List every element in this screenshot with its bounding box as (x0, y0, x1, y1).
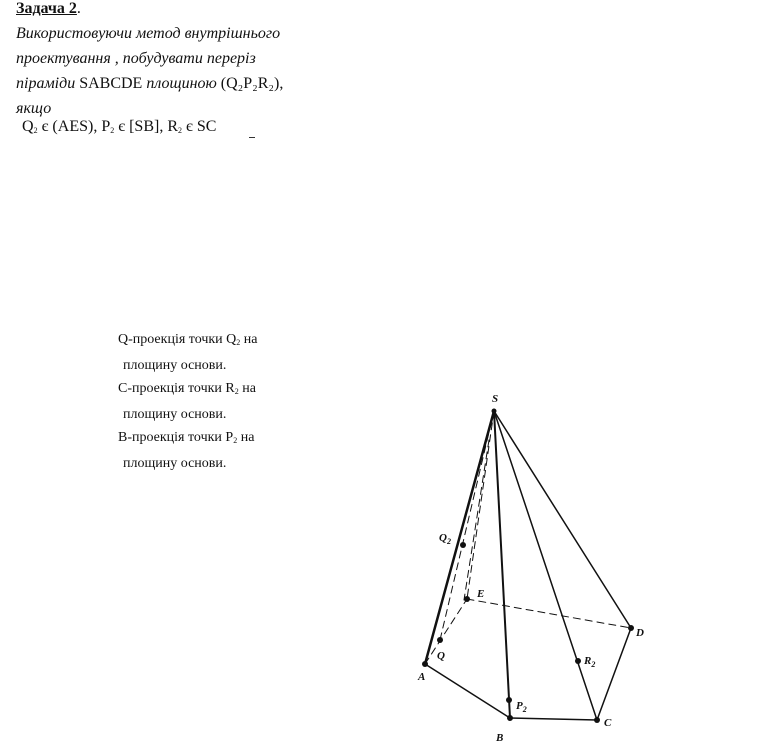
point-e (464, 596, 470, 602)
point-c (594, 717, 600, 723)
label-s: S (492, 393, 499, 405)
edge-ed-hidden (467, 599, 631, 628)
point-q2 (460, 542, 466, 548)
point-q (437, 637, 443, 643)
label-q2: $Q_2$ (439, 532, 451, 546)
label-r2: $R_2$ (584, 655, 596, 669)
task-title-suffix: . (76, 0, 81, 17)
edge-sd (494, 411, 631, 628)
edge-sb (494, 411, 510, 718)
label-d: D (636, 627, 644, 639)
task-line-2: проектування , побудувати переріз (16, 50, 256, 67)
label-q: Q (437, 650, 445, 662)
pyramid-name: SABCDE (79, 75, 143, 92)
label-p2: $P_2$ (516, 700, 527, 714)
task-title: Задача 2 (16, 0, 77, 17)
edge-cd (597, 628, 631, 720)
point-b (507, 715, 513, 721)
edge-ab (425, 664, 510, 718)
task-line-3b: площиною (142, 75, 221, 92)
point-d (628, 625, 634, 631)
plane-name: (Q₂P₂R₂), (220, 75, 284, 92)
task-line-3a: піраміди (16, 75, 80, 92)
note-q: Q-проекція точки $Q_2$ на (118, 332, 258, 347)
point-a (422, 661, 428, 667)
task-line-4: якщо (16, 100, 52, 117)
label-c: C (604, 717, 612, 729)
edge-sa (425, 411, 494, 664)
edge-bc (510, 718, 597, 720)
point-r2 (575, 658, 581, 664)
edge-se-hidden (467, 411, 494, 599)
label-e: E (477, 588, 485, 600)
point-s (492, 409, 497, 414)
edge-inner-hidden (464, 440, 489, 600)
label-b: B (496, 732, 504, 744)
note-c: C-проекція точки $R_2$ на (118, 381, 256, 396)
edge-sc (494, 411, 597, 720)
edge-ae-hidden (425, 599, 467, 664)
task-line-1: Використовуючи метод внутрішнього (16, 25, 281, 42)
note-b: B-проекція точки $P_2$ на (118, 430, 255, 445)
label-a: A (418, 671, 426, 683)
task-condition: $Q_2$ є (AES), $P_2$ є [SB], $R_2$ є SC (22, 118, 217, 135)
projection-notes: Q-проекція точки $Q_2$ на площину основи. C-проекція точки $R_2$ на площину основи. B-проекція точки $P_2$ на площину основи. (118, 328, 258, 475)
point-p2 (506, 697, 512, 703)
